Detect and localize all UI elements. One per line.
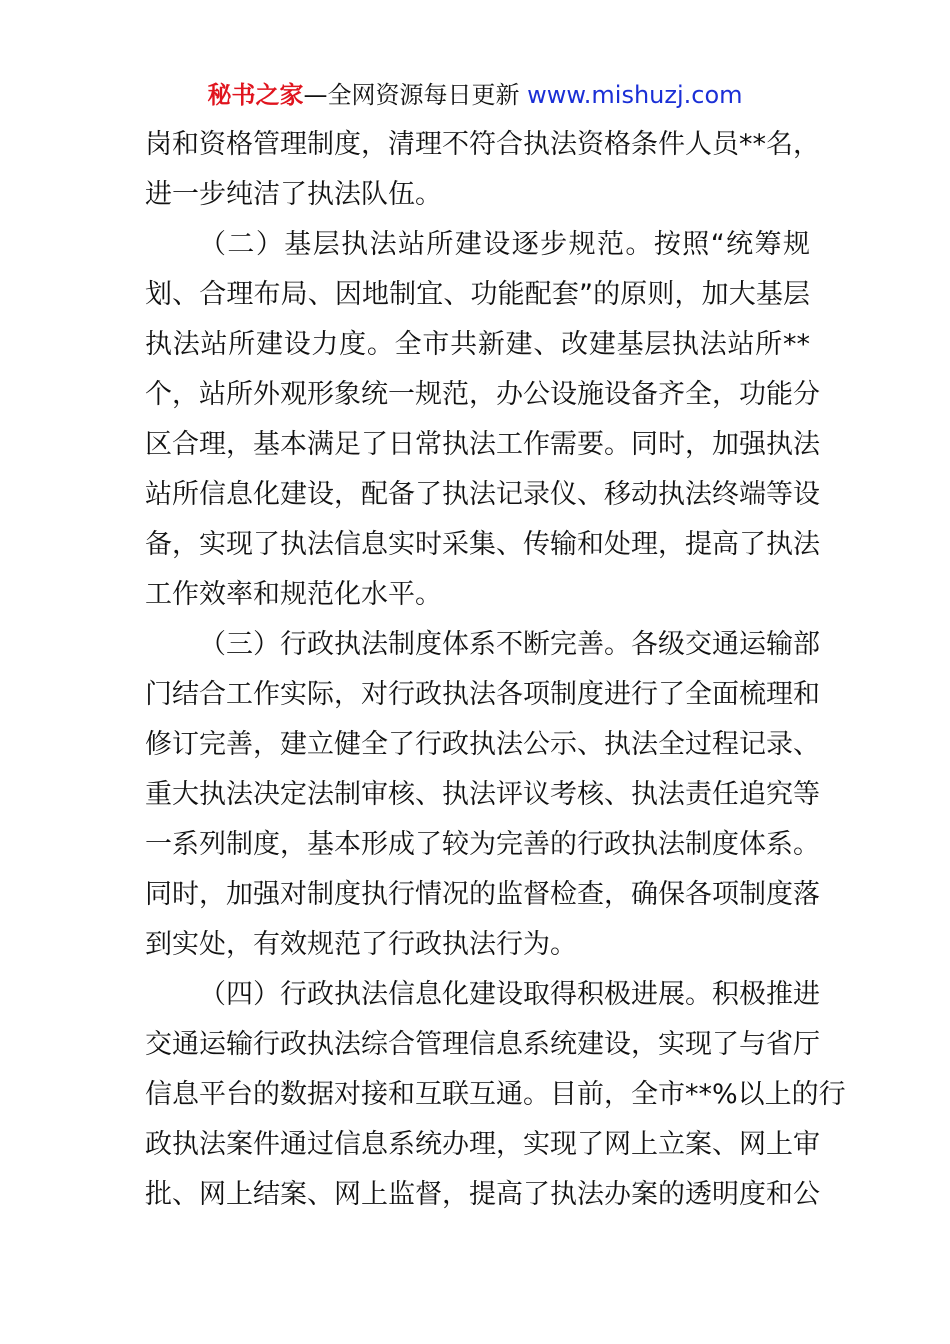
text-line: 信息平台的数据对接和互联互通。目前，全市**%以上的行 — [145, 1079, 846, 1110]
text-line: 同时，加强对制度执行情况的监督检查，确保各项制度落 — [145, 879, 820, 910]
text-line: 政执法案件通过信息系统办理，实现了网上立案、网上审 — [145, 1129, 820, 1160]
text-line: 工作效率和规范化水平。 — [145, 579, 442, 610]
header-brand: 秘书之家 — [207, 81, 304, 109]
text-line: 备，实现了执法信息实时采集、传输和处理，提高了执法 — [145, 529, 820, 560]
paragraph-start-line: （三）行政执法制度体系不断完善。各级交通运输部 — [199, 629, 820, 660]
text-line: 区合理，基本满足了日常执法工作需要。同时，加强执法 — [145, 429, 820, 460]
text-line: 一系列制度，基本形成了较为完善的行政执法制度体系。 — [145, 829, 820, 860]
text-line: 岗和资格管理制度，清理不符合执法资格条件人员**名， — [145, 129, 820, 160]
text-line: 进一步纯洁了执法队伍。 — [145, 179, 442, 210]
text-line: 个，站所外观形象统一规范，办公设施设备齐全，功能分 — [145, 379, 820, 410]
text-line: 重大执法决定法制审核、执法评议考核、执法责任追究等 — [145, 779, 820, 810]
text-line: 站所信息化建设，配备了执法记录仪、移动执法终端等设 — [145, 479, 820, 510]
text-line: 交通运输行政执法综合管理信息系统建设，实现了与省厅 — [145, 1029, 820, 1060]
header-tagline: —全网资源每日更新 — [303, 81, 528, 109]
paragraph-start-line: （四）行政执法信息化建设取得积极进展。积极推进 — [199, 979, 820, 1010]
text-line: 划、合理布局、因地制宜、功能配套”的原则，加大基层 — [145, 279, 810, 310]
text-line: 执法站所建设力度。全市共新建、改建基层执法站所** — [145, 329, 810, 360]
site-header — [0, 78, 950, 112]
text-line: 门结合工作实际，对行政执法各项制度进行了全面梳理和 — [145, 679, 820, 710]
text-line: 修订完善，建立健全了行政执法公示、执法全过程记录、 — [145, 729, 820, 760]
text-line: 批、网上结案、网上监督，提高了执法办案的透明度和公 — [145, 1179, 820, 1210]
header-url-link[interactable]: www.mishuzj.com — [527, 81, 743, 109]
paragraph-start-line: （二）基层执法站所建设逐步规范。按照“统筹规 — [199, 229, 810, 260]
document-body — [145, 120, 846, 1220]
text-line: 到实处，有效规范了行政执法行为。 — [145, 929, 577, 960]
